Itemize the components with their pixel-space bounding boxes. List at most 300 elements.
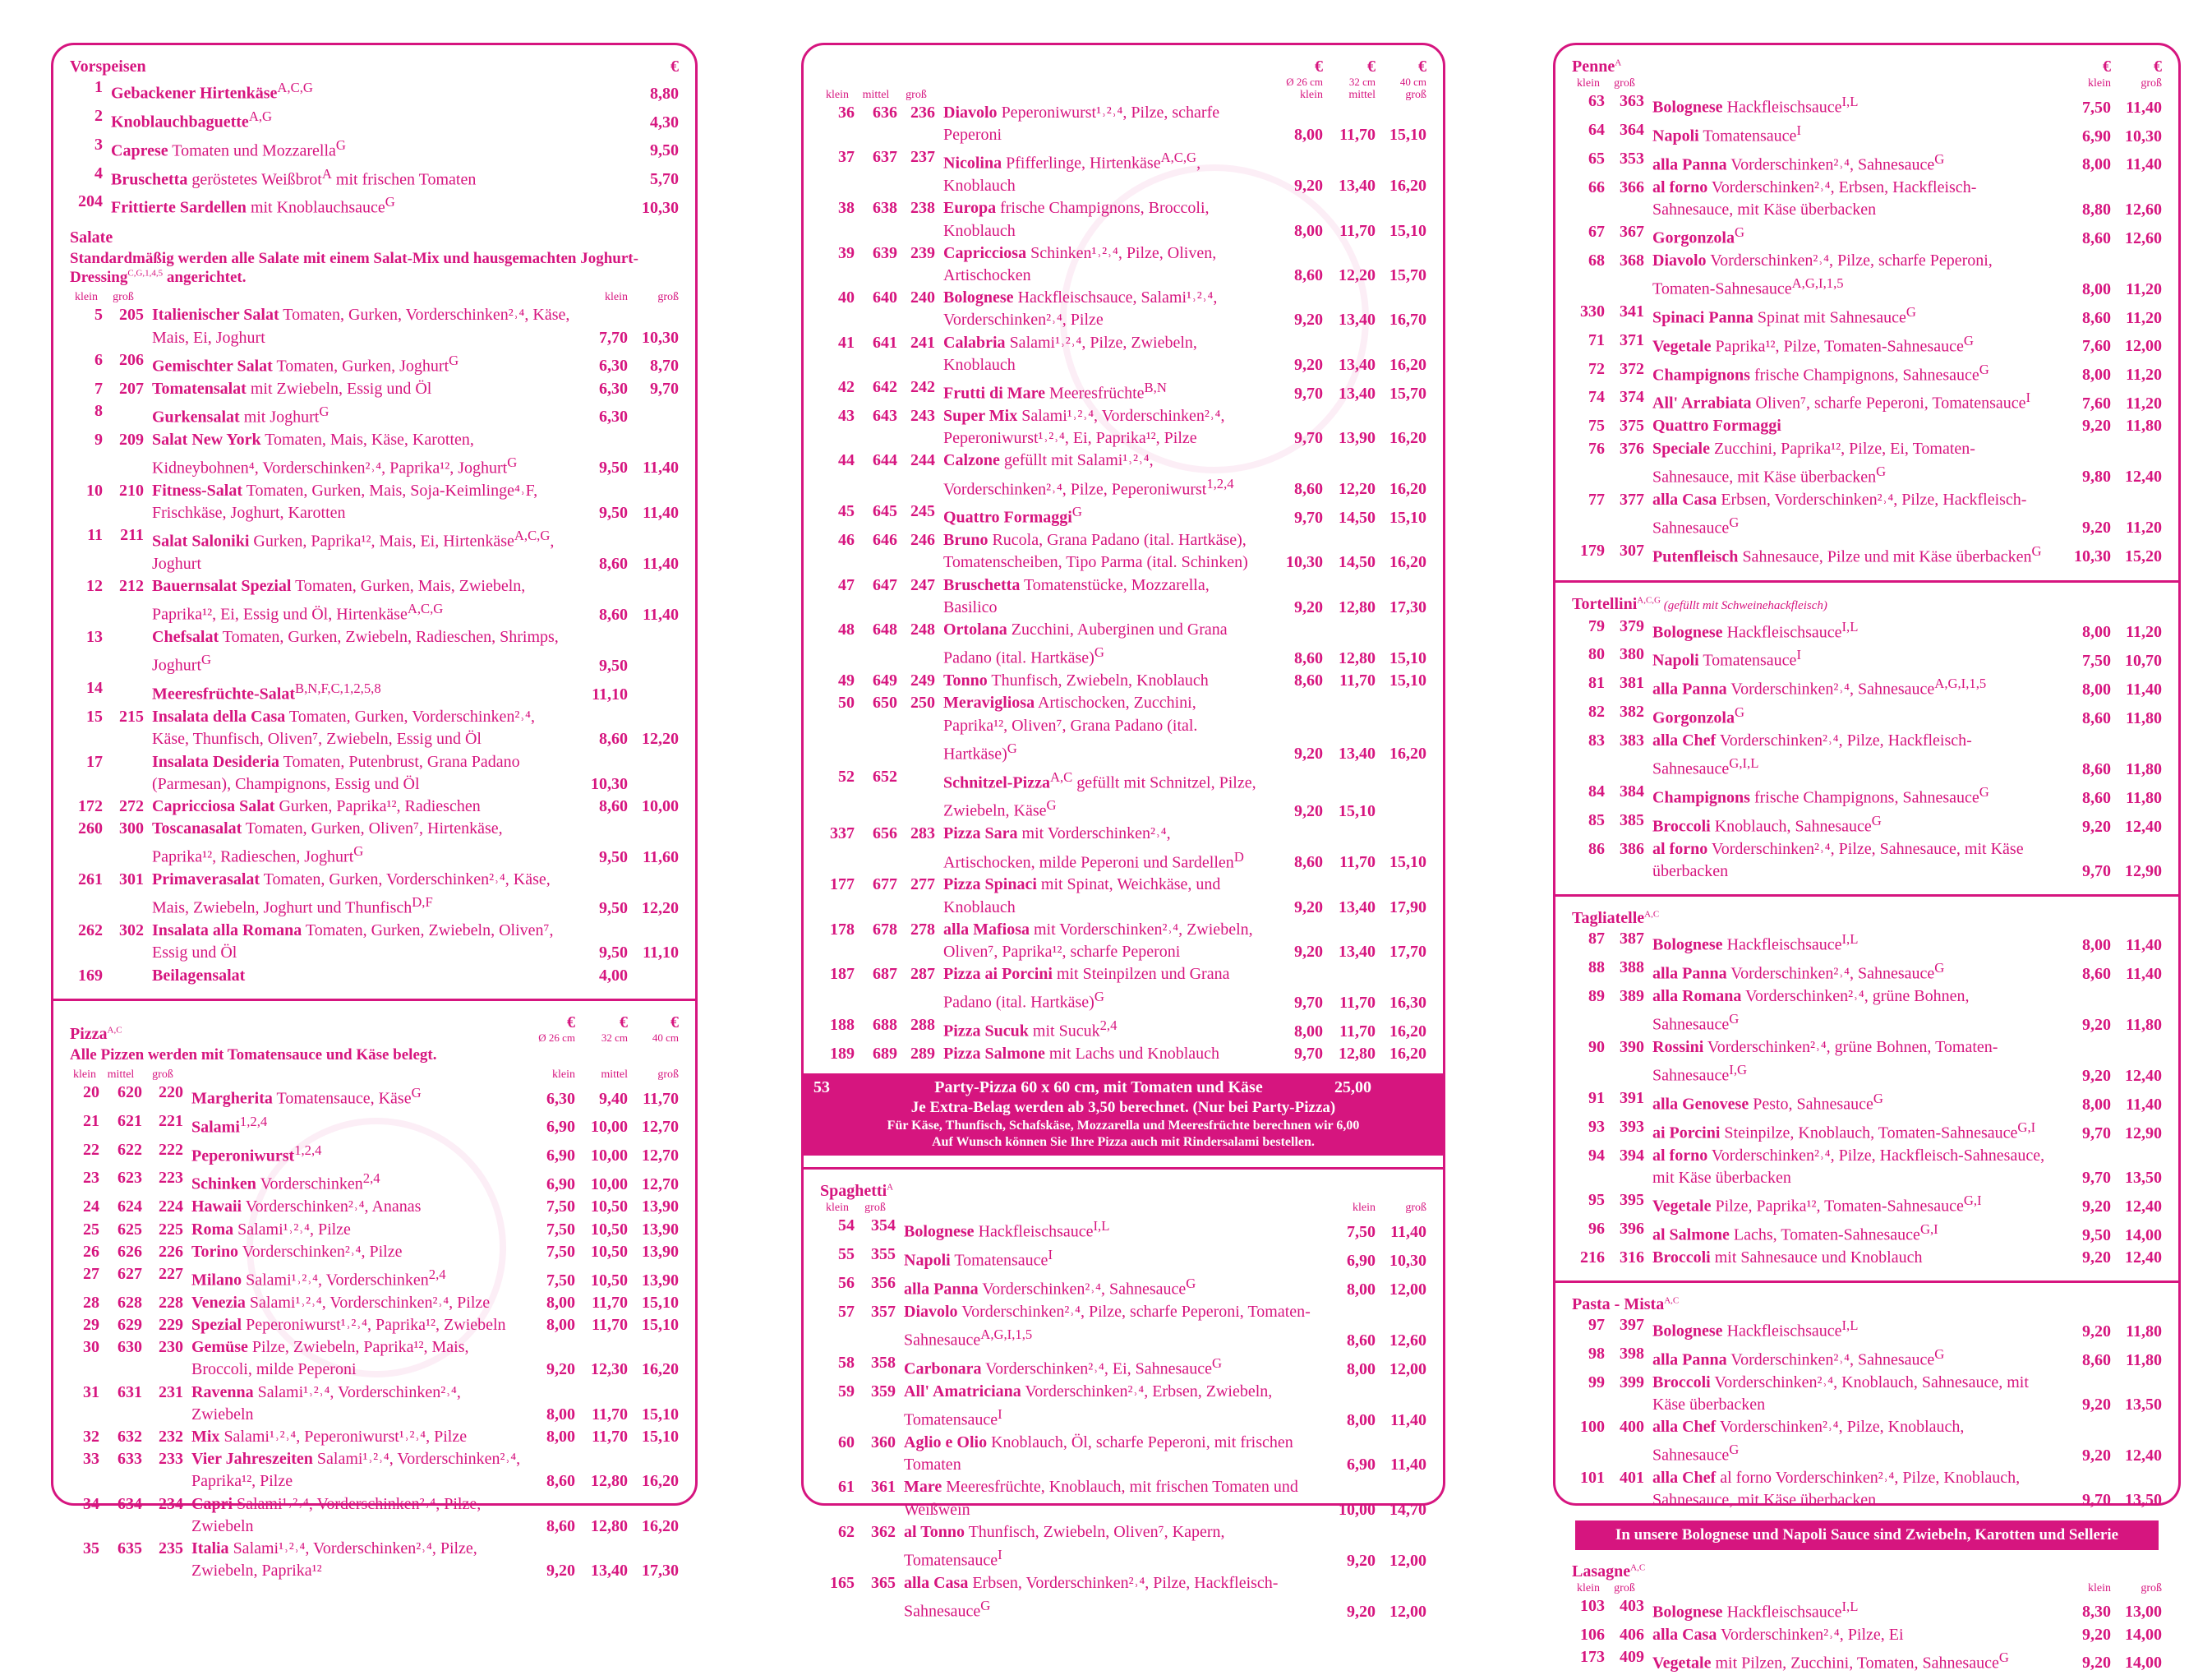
item-name: alla Panna bbox=[1652, 1350, 1727, 1369]
item-name: alla Panna bbox=[1652, 155, 1727, 174]
allergen-sup: I,G bbox=[1729, 1062, 1748, 1078]
item-number: 205 bbox=[119, 306, 144, 325]
item-name: Meeresfrüchte-Salat bbox=[152, 685, 296, 704]
item-text bbox=[183, 1314, 521, 1336]
item-description: Salami¹˒²˒⁴, Vorderschinken bbox=[242, 1271, 429, 1290]
item-number: 31 bbox=[83, 1382, 99, 1401]
item-numbers bbox=[70, 1082, 183, 1104]
allergen-sup: A bbox=[321, 165, 332, 182]
item-number: 390 bbox=[1620, 1037, 1644, 1056]
item-price: 6,30 bbox=[599, 357, 628, 376]
item-price: 12,80 bbox=[1339, 598, 1376, 616]
item-name: Primaverasalat bbox=[152, 870, 260, 889]
price-size-label: mittel bbox=[601, 1068, 628, 1081]
item-price: 11,70 bbox=[1339, 1022, 1376, 1041]
item-description: Thunfisch, Zwiebeln, Knoblauch bbox=[987, 671, 1209, 690]
allergen-sup: G bbox=[1934, 960, 1945, 976]
item-text bbox=[935, 963, 1262, 1014]
section-divider bbox=[1555, 1280, 2178, 1283]
item-number: 3 bbox=[94, 135, 103, 154]
item-description: Tomatensauce bbox=[950, 1251, 1048, 1270]
item-description: Tomaten und Mozzarella bbox=[168, 141, 336, 160]
item-price: 16,70 bbox=[1389, 311, 1426, 330]
allergen-sup: I,L bbox=[1841, 1598, 1859, 1614]
item-description: Pilze, Zwiebeln, Paprika¹², Mais, Broccoli, milde Peperoni bbox=[191, 1338, 469, 1379]
item-number: 33 bbox=[83, 1450, 99, 1469]
item-price: 11,40 bbox=[2126, 1095, 2162, 1114]
section-tagliatelle bbox=[1572, 908, 2162, 1269]
item-number: 247 bbox=[910, 575, 935, 594]
item-name: Italia bbox=[191, 1539, 229, 1558]
spacer bbox=[896, 1201, 1316, 1215]
item-text bbox=[1644, 330, 2048, 358]
item-price: 10,30 bbox=[1286, 553, 1323, 572]
allergen-sup: A,G bbox=[248, 108, 273, 124]
item-prices bbox=[2048, 1167, 2162, 1189]
item-prices bbox=[2048, 199, 2162, 221]
item-price: 15,10 bbox=[1339, 802, 1376, 821]
item-price: 10,30 bbox=[1389, 1251, 1426, 1270]
allergen-sup: I,L bbox=[1841, 618, 1859, 634]
menu-item bbox=[820, 766, 1426, 824]
item-numbers bbox=[1572, 810, 1644, 832]
item-price: 15,10 bbox=[1389, 648, 1426, 667]
item-prices bbox=[1262, 648, 1426, 670]
price-size-label: klein bbox=[552, 1068, 575, 1081]
menu-item bbox=[820, 1244, 1426, 1272]
item-numbers bbox=[70, 304, 144, 326]
item-name: Frutti di Mare bbox=[943, 384, 1046, 403]
item-description: Vorderschinken²˒⁴, Pilze bbox=[238, 1242, 403, 1261]
item-number: 43 bbox=[838, 406, 855, 425]
item-price: 8,00 bbox=[2082, 623, 2111, 642]
item-number: 357 bbox=[871, 1302, 896, 1321]
item-name: Bruschetta bbox=[943, 575, 1021, 594]
size-label: klein bbox=[1577, 1581, 1600, 1594]
menu-item bbox=[70, 1448, 679, 1493]
item-price: 8,00 bbox=[546, 1428, 575, 1447]
item-price: 8,60 bbox=[599, 606, 628, 625]
item-description: Pesto, Sahnesauce bbox=[1749, 1095, 1873, 1114]
item-description: mit Spinat, Weichkäse, und Knoblauch bbox=[943, 875, 1221, 916]
euro-sign: € bbox=[2154, 58, 2162, 76]
item-text bbox=[1644, 1087, 2048, 1116]
menu-item bbox=[820, 1521, 1426, 1572]
item-text bbox=[144, 965, 570, 987]
item-prices bbox=[2048, 1394, 2162, 1416]
menu-item bbox=[820, 1043, 1426, 1065]
item-number: 624 bbox=[118, 1197, 142, 1216]
item-name: al Salmone bbox=[1652, 1225, 1730, 1244]
allergen-sup: G bbox=[1094, 644, 1104, 661]
item-text bbox=[1644, 1036, 2048, 1087]
item-number: 32 bbox=[83, 1428, 99, 1447]
item-numbers bbox=[70, 1241, 183, 1263]
price-header-euro bbox=[1376, 57, 1426, 88]
item-prices bbox=[570, 897, 679, 920]
item-numbers bbox=[70, 1448, 183, 1470]
allergen-sup: G bbox=[1729, 514, 1740, 530]
item-numbers bbox=[70, 378, 144, 400]
item-price: 9,20 bbox=[2082, 1625, 2111, 1644]
item-price: 10,30 bbox=[642, 199, 679, 218]
menu-item bbox=[70, 1241, 679, 1263]
item-number: 237 bbox=[910, 148, 935, 167]
item-number: 261 bbox=[78, 870, 103, 889]
item-text bbox=[935, 146, 1262, 197]
price-size-labels bbox=[1316, 1201, 1426, 1215]
item-prices bbox=[1262, 897, 1426, 919]
menu-item bbox=[1572, 672, 2162, 701]
item-price: 9,70 bbox=[2082, 1168, 2111, 1187]
allergen-sup: 1,2,4 bbox=[294, 1142, 322, 1158]
item-number: 221 bbox=[159, 1111, 183, 1130]
item-name: Bauernsalat Spezial bbox=[152, 577, 292, 596]
menu-item bbox=[1572, 1372, 2162, 1416]
item-text bbox=[1644, 1372, 2048, 1416]
item-numbers bbox=[1572, 438, 1644, 460]
item-name: Salat Saloniki bbox=[152, 532, 250, 551]
item-description: Vorderschinken²˒⁴, Sahnesauce bbox=[1726, 964, 1935, 983]
item-name: Putenfleisch bbox=[1652, 547, 1739, 566]
item-numbers bbox=[1572, 119, 1644, 141]
item-number: 386 bbox=[1620, 839, 1644, 858]
item-prices bbox=[1262, 670, 1426, 692]
menu-item bbox=[1572, 1467, 2162, 1511]
item-description: Vorderschinken²˒⁴, Sahnesauce bbox=[1726, 1350, 1935, 1369]
allergen-sup: A,C bbox=[1664, 1295, 1680, 1306]
item-number: 353 bbox=[1620, 149, 1644, 168]
item-prices bbox=[521, 1560, 679, 1582]
menu-item bbox=[70, 191, 679, 219]
item-number: 96 bbox=[1588, 1219, 1605, 1238]
item-name: Gemischter Salat bbox=[152, 357, 273, 376]
item-price: 11,40 bbox=[1390, 1223, 1426, 1241]
item-number: 376 bbox=[1620, 439, 1644, 458]
item-name: Aglio e Olio bbox=[904, 1433, 988, 1451]
item-price: 8,00 bbox=[1294, 1022, 1323, 1041]
menu-item bbox=[1572, 301, 2162, 330]
size-label: klein bbox=[75, 291, 98, 304]
item-description: Tomatensauce bbox=[1698, 127, 1797, 145]
size-label: groß bbox=[864, 1202, 886, 1215]
item-numbers bbox=[820, 146, 935, 168]
item-number: 231 bbox=[159, 1382, 183, 1401]
menu-item bbox=[820, 963, 1426, 1014]
item-price: 12,40 bbox=[2125, 817, 2162, 836]
item-prices bbox=[1262, 743, 1426, 765]
item-price: 16,20 bbox=[1389, 429, 1426, 448]
price-size-label: groß bbox=[2141, 77, 2162, 90]
item-description: Salami¹˒²˒⁴, Pilze bbox=[233, 1220, 351, 1239]
item-price: 11,40 bbox=[2126, 680, 2162, 699]
item-price: 11,70 bbox=[1339, 126, 1376, 145]
item-prices bbox=[2048, 466, 2162, 488]
item-number: 366 bbox=[1620, 178, 1644, 196]
menu-item bbox=[1572, 1343, 2162, 1372]
item-numbers bbox=[820, 919, 935, 941]
item-price: 10,00 bbox=[1339, 1500, 1376, 1519]
item-name: alla Panna bbox=[904, 1280, 979, 1299]
item-price: 8,30 bbox=[2082, 1603, 2111, 1622]
item-number: 27 bbox=[83, 1264, 99, 1283]
item-prices bbox=[2048, 97, 2162, 119]
menu-item bbox=[1572, 1116, 2162, 1145]
item-number: 23 bbox=[83, 1169, 99, 1188]
item-number: 377 bbox=[1620, 490, 1644, 509]
item-text bbox=[103, 105, 588, 134]
item-name: Spezial bbox=[191, 1316, 242, 1334]
item-name: Ortolana bbox=[943, 621, 1007, 639]
menu-item bbox=[70, 965, 679, 987]
item-numbers bbox=[820, 242, 935, 265]
item-numbers bbox=[1572, 358, 1644, 381]
menu-item bbox=[820, 197, 1426, 242]
item-number: 212 bbox=[119, 577, 144, 596]
item-text bbox=[1644, 1145, 2048, 1189]
item-prices bbox=[570, 355, 679, 377]
item-number: 636 bbox=[873, 104, 897, 122]
item-price: 16,20 bbox=[642, 1472, 679, 1491]
item-name: Schinken bbox=[191, 1175, 256, 1194]
item-text bbox=[1644, 730, 2048, 781]
item-numbers bbox=[1572, 1624, 1644, 1646]
item-prices bbox=[2048, 1196, 2162, 1218]
item-price: 6,90 bbox=[546, 1118, 575, 1137]
item-price: 15,70 bbox=[1389, 384, 1426, 403]
price-headers bbox=[588, 57, 679, 76]
item-name: alla Romana bbox=[1652, 986, 1742, 1005]
menu-item bbox=[1572, 1145, 2162, 1189]
item-price: 8,00 bbox=[546, 1293, 575, 1312]
item-number: 623 bbox=[118, 1169, 142, 1188]
item-numbers bbox=[1572, 1343, 1644, 1365]
item-number: 301 bbox=[119, 870, 144, 889]
item-name: Bolognese bbox=[1652, 935, 1723, 954]
item-price: 12,70 bbox=[642, 1118, 679, 1137]
item-numbers bbox=[820, 823, 935, 845]
item-number: 14 bbox=[86, 679, 103, 698]
item-numbers bbox=[820, 1521, 896, 1543]
item-name: Roma bbox=[191, 1220, 234, 1239]
allergen-sup: A,C bbox=[1644, 909, 1660, 920]
item-description: frische Champignons, Broccoli, Knoblauch bbox=[943, 199, 1210, 240]
euro-sign: € bbox=[1418, 58, 1426, 76]
item-price: 5,70 bbox=[650, 170, 679, 189]
size-label: groß bbox=[152, 1068, 173, 1081]
item-price: 12,60 bbox=[2125, 200, 2162, 219]
item-price: 8,00 bbox=[1347, 1359, 1376, 1378]
item-prices bbox=[1262, 992, 1426, 1014]
item-name: Europa bbox=[943, 199, 997, 218]
menu-item bbox=[70, 105, 679, 134]
item-text bbox=[935, 766, 1262, 824]
allergen-sup: A,C bbox=[1049, 768, 1073, 785]
menu-item bbox=[1572, 119, 2162, 148]
size-unit: Ø 26 cm bbox=[538, 1031, 575, 1044]
item-number: 49 bbox=[838, 671, 855, 690]
item-prices bbox=[2048, 307, 2162, 330]
item-text bbox=[103, 163, 588, 191]
item-text bbox=[144, 706, 570, 750]
spacer bbox=[1644, 76, 2048, 90]
item-name: alla Panna bbox=[1652, 964, 1727, 983]
item-description: Vorderschinken²˒⁴, Ananas bbox=[242, 1197, 422, 1216]
item-numbers bbox=[70, 1110, 183, 1133]
item-price bbox=[628, 773, 679, 796]
item-description: Vorderschinken²˒⁴, Sahnesauce bbox=[1726, 155, 1935, 174]
item-numbers bbox=[1572, 1247, 1644, 1269]
item-name: Mix bbox=[191, 1428, 220, 1447]
item-description: Hackfleischsauce bbox=[1722, 98, 1842, 117]
item-number: 689 bbox=[873, 1045, 897, 1064]
item-price: 12,80 bbox=[1339, 648, 1376, 667]
item-number: 645 bbox=[873, 502, 897, 521]
menu-item bbox=[820, 501, 1426, 529]
item-name: al Tonno bbox=[904, 1522, 965, 1541]
item-name: Bolognese bbox=[1652, 1603, 1723, 1622]
item-description: Vorderschinken²˒⁴, Pilze, Hackfleisch-Sahnesauce, mit Käse überbacken bbox=[1652, 1146, 2045, 1187]
item-description: Tomaten, Gurken, Zwiebeln, Radieschen, Shrimps, Joghurt bbox=[152, 628, 559, 676]
item-number: 287 bbox=[910, 965, 935, 984]
section-title-text: Vorspeisen bbox=[70, 58, 146, 76]
item-text bbox=[1644, 1646, 2048, 1675]
item-number bbox=[103, 751, 144, 773]
item-number: 39 bbox=[838, 243, 855, 262]
item-name: Broccoli bbox=[1652, 1248, 1711, 1267]
item-name: Tomatensalat bbox=[152, 379, 247, 398]
price-header-euro bbox=[2048, 57, 2111, 76]
menu-item bbox=[1572, 1189, 2162, 1218]
menu-item bbox=[1572, 644, 2162, 672]
item-number: 687 bbox=[873, 965, 897, 984]
item-description: Tomaten, Gurken, Vorderschinken²˒⁴, Käse, Mais, Ei, Joghurt bbox=[152, 306, 570, 347]
item-price: 12,20 bbox=[1339, 480, 1376, 499]
item-price: 11,70 bbox=[592, 1293, 628, 1312]
menu-item bbox=[1572, 438, 2162, 489]
item-name: alla Chef bbox=[1652, 1418, 1717, 1437]
size-label: klein bbox=[1577, 77, 1600, 90]
item-prices bbox=[1262, 309, 1426, 331]
item-number: 48 bbox=[838, 621, 855, 639]
section-title-text: Penne bbox=[1572, 58, 1615, 76]
item-price: 13,90 bbox=[642, 1271, 679, 1290]
item-numbers bbox=[820, 1043, 935, 1065]
item-name: Gemüse bbox=[191, 1338, 248, 1357]
price-size-label: klein bbox=[1300, 89, 1323, 101]
item-price: 13,90 bbox=[642, 1242, 679, 1261]
item-name: Napoli bbox=[904, 1251, 951, 1270]
item-price: 12,00 bbox=[1389, 1359, 1426, 1378]
item-price: 9,50 bbox=[2082, 1225, 2111, 1244]
item-prices bbox=[1262, 941, 1426, 963]
item-text bbox=[896, 1352, 1316, 1381]
item-description: Salami¹˒²˒⁴, Vorderschinken²˒⁴, Peperoniwurst¹˒²˒⁴, Ei, Paprika¹², Pilze bbox=[943, 406, 1225, 448]
item-number: 359 bbox=[871, 1382, 896, 1400]
item-text bbox=[183, 1241, 521, 1263]
item-description: mit Vorderschinken²˒⁴, Zwiebeln, Oliven⁷, Paprika¹², scharfe Peperoni bbox=[943, 920, 1253, 962]
item-number: 374 bbox=[1620, 388, 1644, 407]
item-number: 381 bbox=[1620, 674, 1644, 693]
item-prices bbox=[2048, 364, 2162, 386]
item-number: 400 bbox=[1620, 1418, 1644, 1437]
item-description: Tomaten, Mais, Käse, Karotten, Kidneybohnen⁴, Vorderschinken²˒⁴, Paprika¹², Joghurt bbox=[152, 430, 508, 478]
item-numbers bbox=[820, 1301, 896, 1323]
item-prices bbox=[1262, 1021, 1426, 1043]
item-number: 28 bbox=[83, 1293, 99, 1312]
item-price: 13,40 bbox=[1339, 384, 1376, 403]
item-numbers bbox=[70, 349, 144, 371]
item-number bbox=[897, 766, 935, 788]
item-price: 11,80 bbox=[2126, 759, 2162, 778]
item-name: Capri bbox=[191, 1494, 233, 1513]
section-lasagne bbox=[1572, 1562, 2162, 1675]
item-price: 10,30 bbox=[642, 328, 679, 347]
item-text bbox=[1644, 1218, 2048, 1247]
item-numbers bbox=[70, 1426, 183, 1448]
item-price: 9,20 bbox=[1294, 355, 1323, 374]
item-price: 13,40 bbox=[1339, 355, 1376, 374]
item-number: 13 bbox=[86, 628, 103, 647]
item-number: 71 bbox=[1588, 330, 1605, 349]
menu-item bbox=[70, 134, 679, 163]
menu-item bbox=[820, 919, 1426, 963]
item-price: 7,60 bbox=[2082, 337, 2111, 356]
item-name: Champignons bbox=[1652, 366, 1750, 385]
item-price: 11,40 bbox=[643, 459, 679, 478]
section-title-text: Salate bbox=[70, 228, 113, 247]
column-header bbox=[820, 1201, 1426, 1215]
item-number: 250 bbox=[910, 694, 935, 713]
section-title bbox=[820, 1181, 1426, 1201]
item-price: 11,70 bbox=[643, 1089, 679, 1108]
item-text bbox=[935, 1043, 1262, 1065]
item-numbers bbox=[1572, 928, 1644, 950]
item-number: 82 bbox=[1588, 703, 1605, 722]
item-number: 241 bbox=[910, 333, 935, 352]
item-numbers bbox=[820, 1215, 896, 1237]
section-subtitle: (gefüllt mit Schweinehackfleisch) bbox=[1661, 598, 1827, 612]
allergen-sup: I bbox=[998, 1406, 1002, 1423]
size-label: groß bbox=[906, 89, 927, 101]
item-number: 372 bbox=[1620, 359, 1644, 378]
item-number: 278 bbox=[910, 920, 935, 939]
item-price: 16,20 bbox=[642, 1360, 679, 1379]
item-number: 91 bbox=[1588, 1089, 1605, 1107]
menu-item bbox=[1572, 358, 2162, 387]
section-vorspeisen bbox=[70, 57, 679, 219]
item-number: 362 bbox=[871, 1522, 896, 1541]
item-number: 63 bbox=[1588, 92, 1605, 110]
item-price: 11,20 bbox=[2126, 366, 2162, 385]
item-price: 13,50 bbox=[2125, 1168, 2162, 1187]
item-name: Super Mix bbox=[943, 406, 1018, 425]
item-numbers bbox=[70, 920, 144, 942]
item-numbers bbox=[70, 1139, 183, 1161]
menu-item bbox=[70, 378, 679, 400]
section-title-text: Tortellini bbox=[1572, 594, 1638, 613]
item-price: 9,20 bbox=[1294, 897, 1323, 916]
euro-sign: € bbox=[671, 58, 679, 76]
item-text bbox=[144, 349, 570, 378]
item-description-end: , Knoblauch bbox=[943, 155, 1201, 196]
item-number: 363 bbox=[1620, 92, 1644, 110]
menu-item bbox=[70, 400, 679, 429]
item-number: 355 bbox=[871, 1245, 896, 1264]
item-number: 634 bbox=[118, 1494, 142, 1513]
menu-item bbox=[70, 1110, 679, 1139]
allergen-sup: A,C,G bbox=[1637, 594, 1661, 605]
